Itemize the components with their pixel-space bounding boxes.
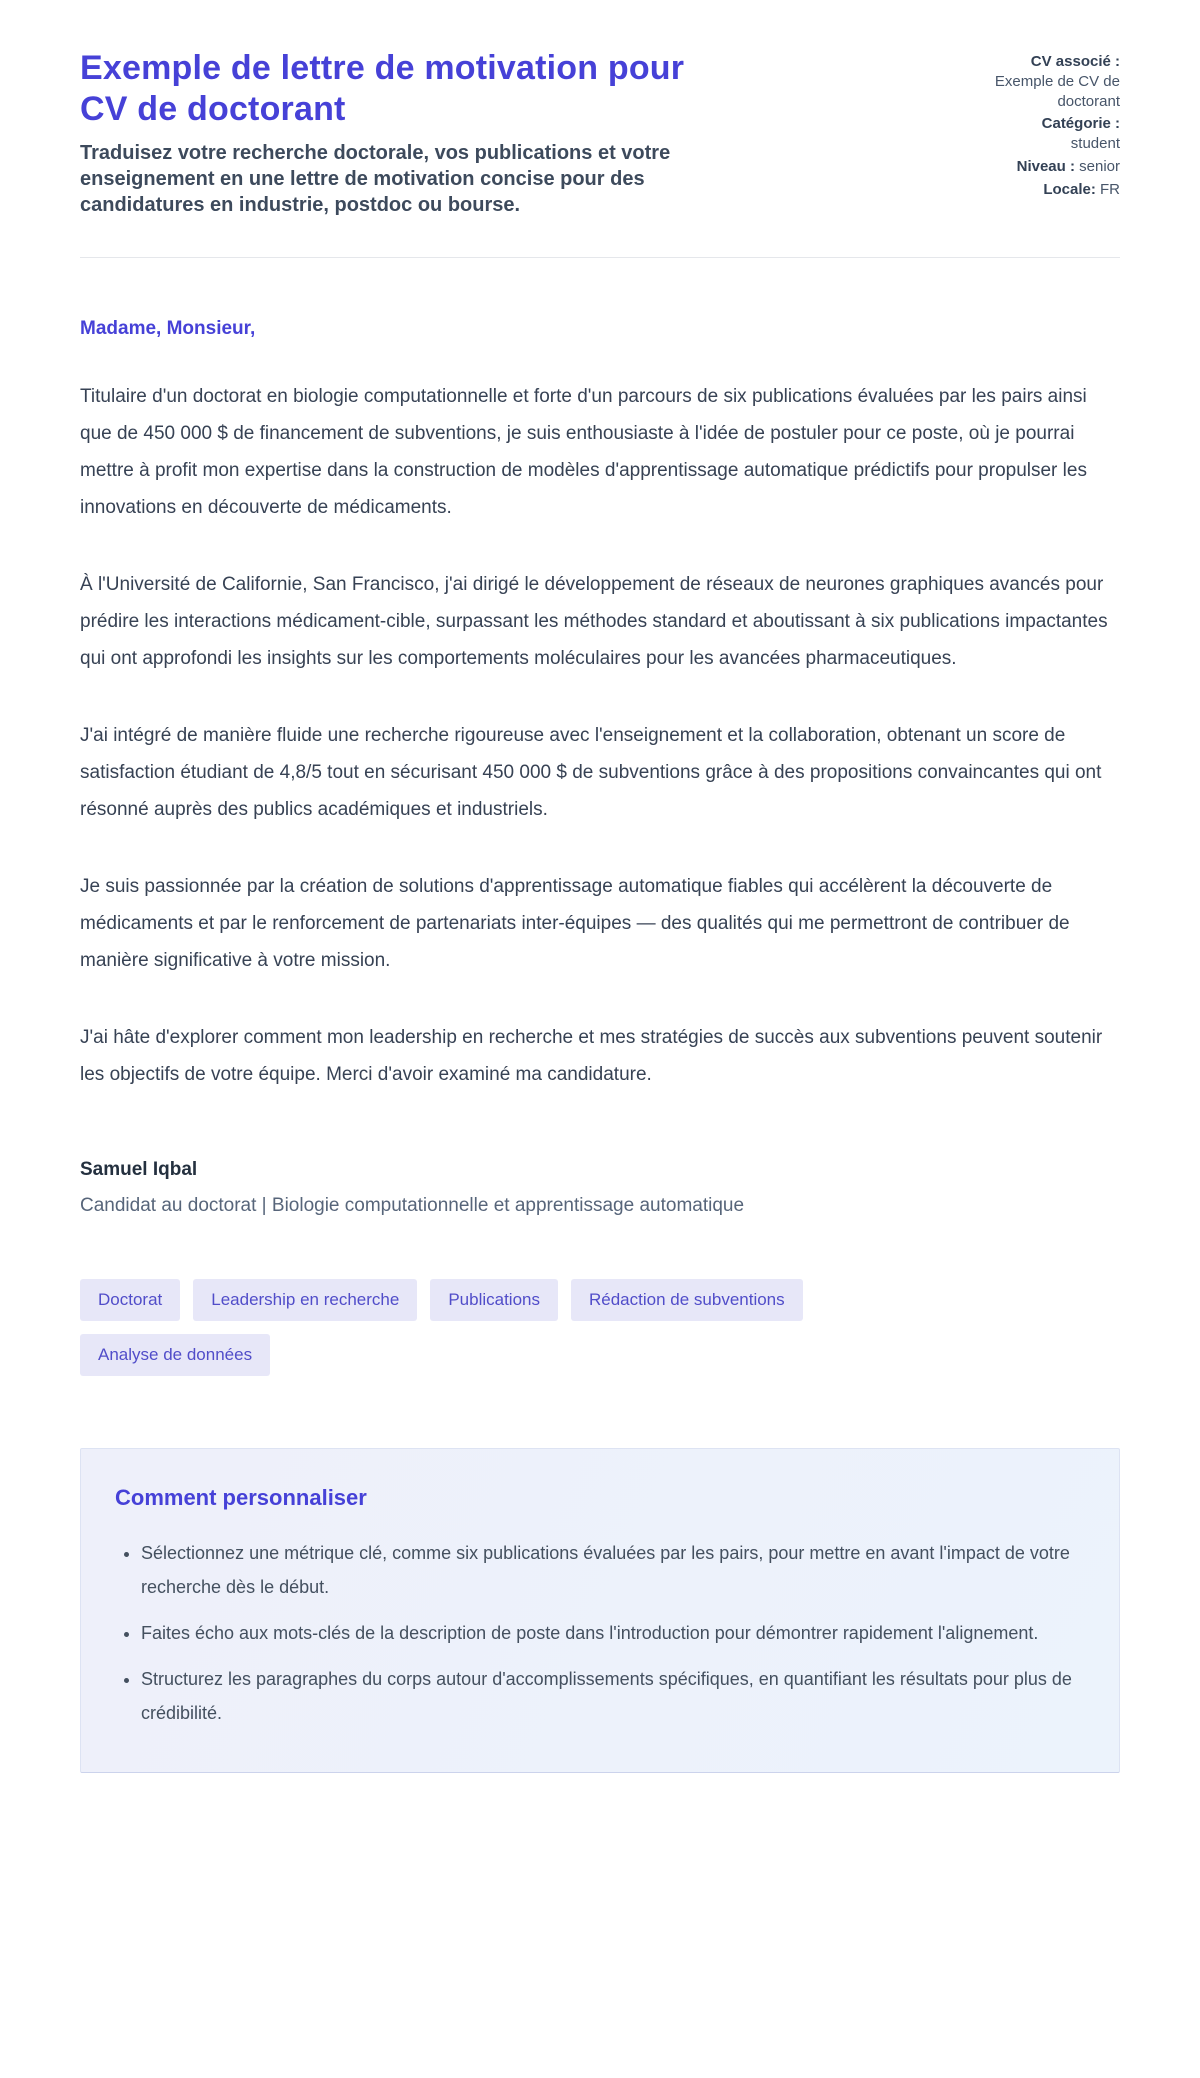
tag-doctorat[interactable]: Doctorat: [80, 1279, 180, 1321]
meta-panel: [990, 48, 1120, 203]
tips-list: [115, 1537, 1085, 1729]
page-container: [80, 0, 1120, 1839]
page-subtitle: Traduisez votre recherche doctorale, vos publications et votre enseignement en une lettre de motivation concise pour des candidatures en industrie, postdoc ou bourse.: [80, 141, 671, 217]
meta-related-cv-value: Exemple de CV de doctorant: [994, 72, 1120, 110]
customization-tips-box: [80, 1448, 1120, 1772]
letter-paragraph: J'ai intégré de manière fluide une recherche rigoureuse avec l'enseignement et la collaboration, obtenant un score de satisfaction étudiant de 4,8/5 tout en sécurisant 450 000 $ de subventions grâce à des propositions convaincantes qui ont résonné auprès des publics académiques et industriels.: [80, 725, 1102, 821]
meta-level-value: senior: [1079, 157, 1120, 175]
cover-letter-body: [80, 318, 1120, 1218]
tip-item: • Faites écho aux mots-clés de la description de poste dans l'introduction pour démontrer rapidement l'alignement.: [141, 1617, 1085, 1650]
tag-analyse-de-donnees[interactable]: Analyse de données: [80, 1334, 270, 1376]
letter-signature: [80, 1159, 1120, 1217]
meta-category-label: Catégorie :: [1041, 115, 1120, 133]
meta-locale-value: FR: [1100, 180, 1120, 198]
tip-item: • Structurez les paragraphes du corps autour d'accomplissements spécifiques, en quantifiant les résultats pour plus de crédibilité.: [141, 1663, 1085, 1730]
letter-paragraph: À l'Université de Californie, San Francisco, j'ai dirigé le développement de réseaux de neurones graphiques avancés pour prédire les interactions médicament-cible, surpassant les méthodes standard et aboutissant à six publications impactantes qui ont approfondi les insights sur les comportements moléculaires pour les avancées pharmaceutiques.: [80, 573, 1108, 670]
letter-paragraph: Titulaire d'un doctorat en biologie computationnelle et forte d'un parcours de six publications évaluées par les pairs ainsi que de 450 000 $ de financement de subventions, je suis enthousiaste à l'idée de postuler pour ce poste, où je pourrai mettre à profit mon expertise dans la construction de modèles d'apprentissage automatique prédictifs pour propulser les innovations en découverte de médicaments.: [80, 385, 1087, 518]
skill-tags: [80, 1279, 900, 1376]
page-title: Exemple de lettre de motivation pour CV de doctorant: [80, 49, 685, 128]
page-header: [80, 48, 1120, 219]
header-divider: [80, 257, 1120, 258]
signature-name: Samuel Iqbal: [80, 1159, 198, 1181]
meta-locale: [990, 180, 1120, 200]
meta-level: [990, 157, 1120, 177]
meta-related-cv-label: CV associé :: [1030, 53, 1120, 70]
meta-category: [990, 114, 1120, 154]
letter-paragraph: Je suis passionnée par la création de solutions d'apprentissage automatique fiables qui accélèrent la découverte de médicaments et par le renforcement de partenariats inter-équipes — des qualités qui me permettront de contribuer de manière significative à votre mission.: [80, 876, 1070, 972]
tip-item: • Sélectionnez une métrique clé, comme six publications évaluées par les pairs, pour mettre en avant l'impact de votre recherche dès le début.: [141, 1537, 1085, 1604]
tag-publications[interactable]: Publications: [430, 1279, 558, 1321]
tips-heading: Comment personnaliser: [115, 1485, 367, 1511]
tag-redaction-de-subventions[interactable]: Rédaction de subventions: [571, 1279, 803, 1321]
meta-related-cv: [990, 52, 1120, 111]
meta-category-value: student: [1070, 135, 1120, 153]
letter-paragraph: J'ai hâte d'explorer comment mon leadership en recherche et mes stratégies de succès aux subventions peuvent soutenir les objectifs de votre équipe. Merci d'avoir examiné ma candidature.: [80, 1027, 1103, 1086]
header-title-block: [80, 48, 720, 219]
signature-title: Candidat au doctorat | Biologie computationnelle et apprentissage automatique: [80, 1195, 745, 1217]
meta-level-label: Niveau :: [1016, 157, 1075, 175]
letter-salutation: Madame, Monsieur,: [80, 317, 256, 339]
tag-leadership-en-recherche[interactable]: Leadership en recherche: [193, 1279, 417, 1321]
meta-locale-label: Locale:: [1043, 180, 1096, 198]
